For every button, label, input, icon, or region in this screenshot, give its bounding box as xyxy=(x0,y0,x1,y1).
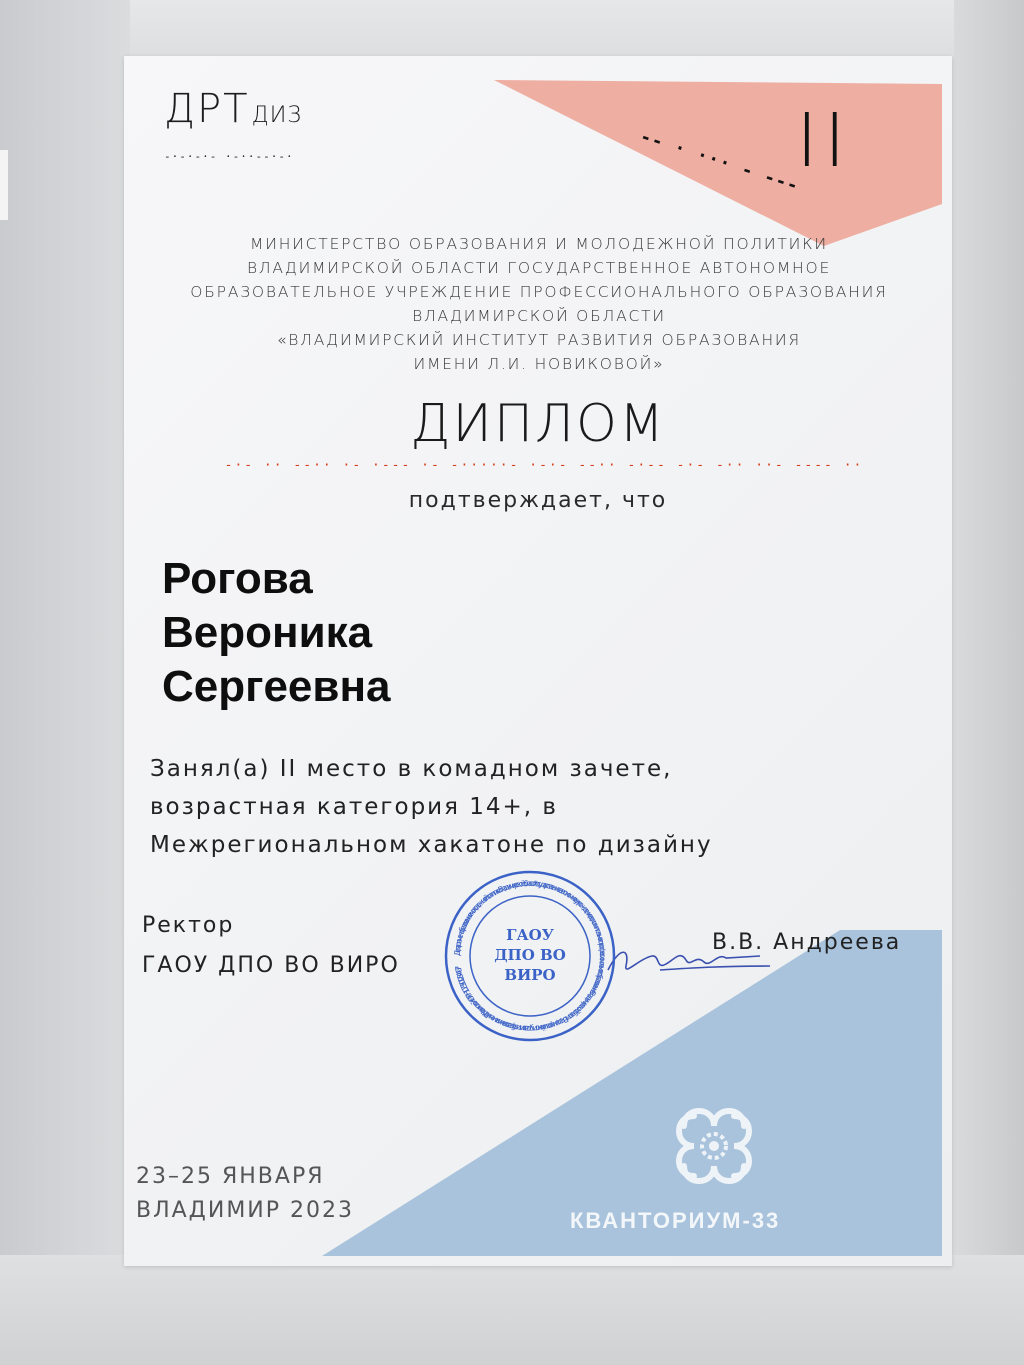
kvantorium-logo-icon xyxy=(664,1096,764,1196)
signatory-title: Ректор xyxy=(142,913,235,938)
logo-main-text: ДРТ xyxy=(164,86,250,132)
background-table-right xyxy=(954,0,1024,1365)
recipient-name xyxy=(162,552,391,714)
event-dates: 23–25 ЯНВАРЯ xyxy=(136,1164,325,1189)
institution-line: ОБРАЗОВАТЕЛЬНОЕ УЧРЕЖДЕНИЕ ПРОФЕССИОНАЛЬНОГО ОБРАЗОВАНИЯ xyxy=(190,283,888,301)
signatory-organization: ГАОУ ДПО ВО ВИРО xyxy=(142,953,400,978)
place-morse-code: -- · ··· - --- xyxy=(637,126,802,198)
background-table-left xyxy=(0,0,130,1365)
seal-center-line: ВИРО xyxy=(504,966,556,984)
achievement-line: Межрегиональном хакатоне по дизайну xyxy=(150,832,713,858)
institution-line: МИНИСТЕРСТВО ОБРАЗОВАНИЯ И МОЛОДЕЖНОЙ ПОЛИТИКИ xyxy=(250,235,828,253)
logo-sub-text: ДИЗ xyxy=(251,103,303,128)
confirms-text: подтверждает, что xyxy=(408,488,668,513)
institution-line: «ВЛАДИМИРСКИЙ ИНСТИТУТ РАЗВИТИЯ ОБРАЗОВАНИЯ xyxy=(277,331,801,349)
signatory-role xyxy=(142,906,400,986)
background-adjacent-sheet xyxy=(0,150,8,220)
achievement-line: Занял(а) II место в комадном зачете, xyxy=(150,756,673,782)
event-info xyxy=(136,1160,354,1228)
event-place-year: ВЛАДИМИР 2023 xyxy=(136,1198,355,1223)
place-number: II xyxy=(796,98,852,184)
background-table-top xyxy=(0,0,1024,60)
logo-morse: -·-·-·- ·-··--·-· xyxy=(164,150,294,163)
recipient-middle-name: Сергеевна xyxy=(162,662,391,711)
kvantorium-name: КВАНТОРИУМ-33 xyxy=(570,1208,781,1233)
achievement-text xyxy=(150,750,713,864)
institution-line: ИМЕНИ Л.И. НОВИКОВОЙ» xyxy=(413,355,665,373)
signatory-name: В.В. Андреева xyxy=(712,930,902,955)
diploma-sheet xyxy=(124,56,952,1266)
document-title: ДИПЛОМ xyxy=(410,394,666,454)
official-seal xyxy=(442,868,618,1044)
recipient-last-name: Рогова xyxy=(162,554,313,603)
seal-ring-text: Департамент образования и молодежной политики Владимирской области * государственное автономное учреждение дополнительного профессионального образования Владимирской области «Владимирский институт развития образования имени Л.И. Новиковой» * ОГРН 1023301284467 * xyxy=(452,878,608,1034)
achievement-line: возрастная категория 14+, в xyxy=(150,794,558,820)
title-morse-code: -·- ·· --·· ·- ·--- ·- -·····- ·-·- --·· -·-- -·- -·· ··- ---- ·· xyxy=(224,458,864,473)
seal-center-line: ГАОУ xyxy=(506,926,554,944)
recipient-first-name: Вероника xyxy=(162,608,373,657)
institution-header xyxy=(144,232,934,376)
artdiz-logo xyxy=(164,86,302,132)
institution-line: ВЛАДИМИРСКОЙ ОБЛАСТИ ГОСУДАРСТВЕННОЕ АВТОНОМНОЕ xyxy=(246,259,832,277)
seal-center-line: ДПО ВО xyxy=(494,946,566,964)
background-table-bottom xyxy=(0,1255,1024,1365)
institution-line: ВЛАДИМИРСКОЙ ОБЛАСТИ xyxy=(412,307,666,325)
